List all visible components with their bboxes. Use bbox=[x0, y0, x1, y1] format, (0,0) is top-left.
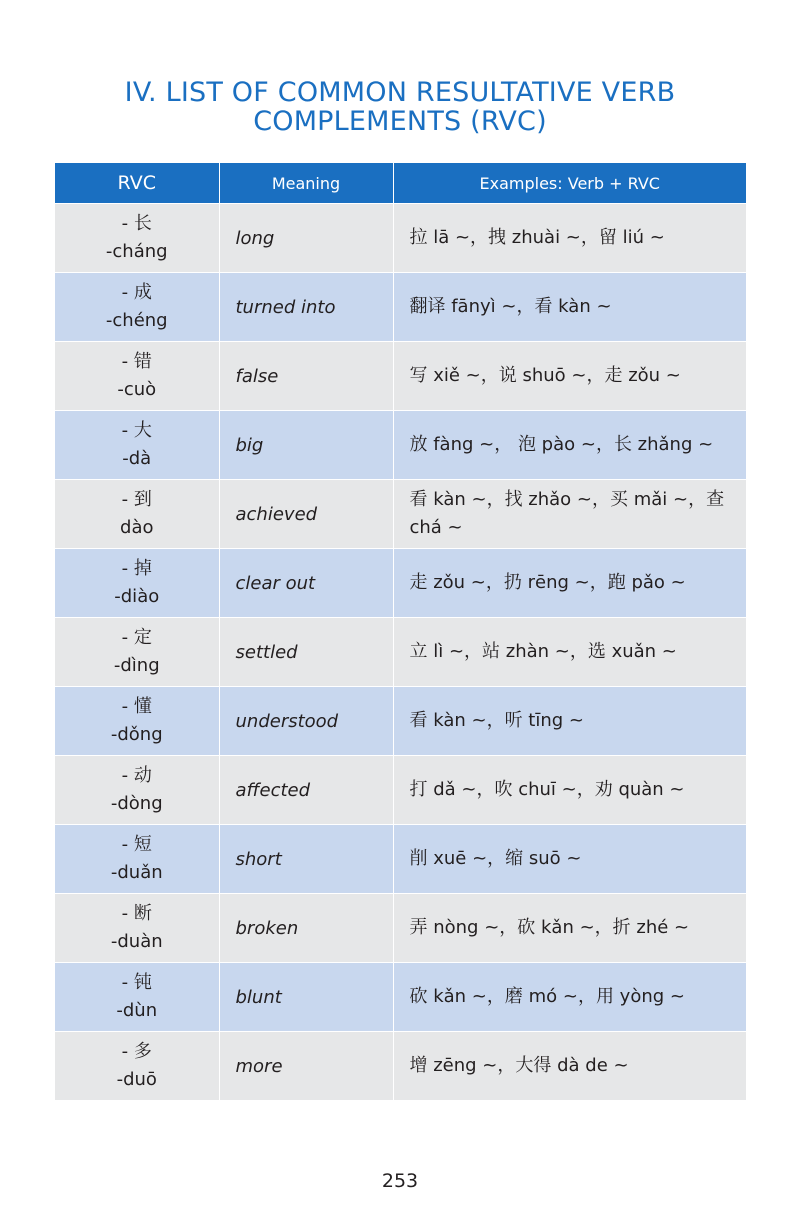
rvc-pinyin: -chéng bbox=[105, 310, 168, 331]
header-rvc: RVC bbox=[55, 163, 219, 204]
meaning-cell: affected bbox=[219, 756, 393, 825]
rvc-character: - 到 bbox=[121, 489, 152, 510]
table-row bbox=[55, 549, 746, 618]
table-row bbox=[55, 894, 746, 963]
examples-cell: 砍 kǎn ~，磨 mó ~，用 yòng ~ bbox=[393, 963, 746, 1032]
meaning-cell: achieved bbox=[219, 480, 393, 549]
table-row bbox=[55, 342, 746, 411]
rvc-character: - 掉 bbox=[121, 558, 152, 579]
rvc-cell bbox=[55, 411, 219, 480]
rvc-pinyin: -dǒng bbox=[110, 724, 163, 745]
meaning-cell: understood bbox=[219, 687, 393, 756]
rvc-pinyin: -diào bbox=[114, 586, 160, 607]
page-title-line-2: COMPLEMENTS (RVC) bbox=[253, 106, 547, 137]
rvc-character: - 长 bbox=[121, 213, 152, 234]
header-examples: Examples: Verb + RVC bbox=[393, 163, 746, 204]
header-meaning: Meaning bbox=[219, 163, 393, 204]
meaning-cell: broken bbox=[219, 894, 393, 963]
examples-cell: 放 fàng ~， 泡 pào ~，长 zhǎng ~ bbox=[393, 411, 746, 480]
rvc-pinyin: -dìng bbox=[113, 655, 160, 676]
table-row bbox=[55, 963, 746, 1032]
table-row bbox=[55, 204, 746, 273]
table-row bbox=[55, 411, 746, 480]
examples-cell: 走 zǒu ~，扔 rēng ~，跑 pǎo ~ bbox=[393, 549, 746, 618]
rvc-cell bbox=[55, 273, 219, 342]
rvc-character: - 懂 bbox=[121, 696, 152, 717]
table-row bbox=[55, 825, 746, 894]
rvc-cell bbox=[55, 342, 219, 411]
meaning-cell: false bbox=[219, 342, 393, 411]
meaning-cell: settled bbox=[219, 618, 393, 687]
rvc-cell bbox=[55, 204, 219, 273]
rvc-cell bbox=[55, 756, 219, 825]
examples-cell: 看 kàn ~，找 zhǎo ~，买 mǎi ~，查 chá ~ bbox=[393, 480, 746, 549]
examples-cell: 拉 lā ~，拽 zhuài ~，留 liú ~ bbox=[393, 204, 746, 273]
meaning-cell: long bbox=[219, 204, 393, 273]
rvc-cell bbox=[55, 1032, 219, 1101]
rvc-pinyin: -cháng bbox=[105, 241, 168, 262]
rvc-character: - 动 bbox=[121, 765, 152, 786]
meaning-cell: big bbox=[219, 411, 393, 480]
rvc-character: - 短 bbox=[121, 834, 152, 855]
rvc-cell bbox=[55, 480, 219, 549]
table-row bbox=[55, 687, 746, 756]
meaning-cell: short bbox=[219, 825, 393, 894]
page-title-line-1: IV. LIST OF COMMON RESULTATIVE VERB bbox=[124, 77, 676, 108]
rvc-pinyin: dào bbox=[120, 517, 154, 538]
table-row bbox=[55, 480, 746, 549]
rvc-pinyin: -dà bbox=[122, 448, 152, 469]
rvc-table bbox=[55, 163, 746, 1100]
rvc-cell bbox=[55, 894, 219, 963]
examples-cell: 削 xuē ~，缩 suō ~ bbox=[393, 825, 746, 894]
rvc-cell bbox=[55, 549, 219, 618]
table-row bbox=[55, 756, 746, 825]
rvc-cell bbox=[55, 963, 219, 1032]
rvc-pinyin: -dùn bbox=[116, 1000, 158, 1021]
rvc-cell bbox=[55, 618, 219, 687]
table-row bbox=[55, 1032, 746, 1101]
examples-cell: 翻译 fānyì ~，看 kàn ~ bbox=[393, 273, 746, 342]
rvc-character: - 钝 bbox=[121, 972, 152, 993]
rvc-pinyin: -dòng bbox=[110, 793, 163, 814]
rvc-cell bbox=[55, 687, 219, 756]
table-row bbox=[55, 273, 746, 342]
examples-cell: 看 kàn ~，听 tīng ~ bbox=[393, 687, 746, 756]
rvc-character: - 断 bbox=[121, 903, 152, 924]
meaning-cell: more bbox=[219, 1032, 393, 1101]
rvc-character: - 成 bbox=[121, 282, 152, 303]
meaning-cell: turned into bbox=[219, 273, 393, 342]
rvc-character: - 大 bbox=[121, 420, 152, 441]
examples-cell: 写 xiě ~，说 shuō ~，走 zǒu ~ bbox=[393, 342, 746, 411]
meaning-cell: blunt bbox=[219, 963, 393, 1032]
table-row bbox=[55, 618, 746, 687]
meaning-cell: clear out bbox=[219, 549, 393, 618]
page-number: 253 bbox=[381, 1170, 419, 1192]
rvc-pinyin: -duō bbox=[116, 1069, 157, 1090]
rvc-cell bbox=[55, 825, 219, 894]
page-title bbox=[0, 78, 800, 136]
rvc-pinyin: -duǎn bbox=[110, 862, 163, 883]
examples-cell: 增 zēng ~，大得 dà de ~ bbox=[393, 1032, 746, 1101]
table-header-row bbox=[55, 163, 746, 204]
rvc-character: - 定 bbox=[121, 627, 152, 648]
examples-cell: 立 lì ~，站 zhàn ~，选 xuǎn ~ bbox=[393, 618, 746, 687]
rvc-character: - 多 bbox=[121, 1041, 152, 1062]
rvc-pinyin: -cuò bbox=[117, 379, 157, 400]
examples-cell: 弄 nòng ~，砍 kǎn ~，折 zhé ~ bbox=[393, 894, 746, 963]
rvc-pinyin: -duàn bbox=[110, 931, 163, 952]
rvc-character: - 错 bbox=[121, 351, 152, 372]
examples-cell: 打 dǎ ~，吹 chuī ~，劝 quàn ~ bbox=[393, 756, 746, 825]
